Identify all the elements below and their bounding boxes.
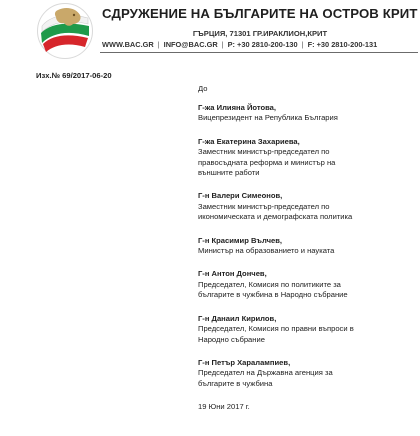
separator: |	[157, 40, 160, 49]
recipient	[198, 191, 408, 222]
recipient-position-line: Вицепрезидент на Република България	[198, 113, 338, 123]
letterhead-divider	[100, 52, 418, 53]
email-link[interactable]: INFO@BAC.GR	[163, 40, 218, 49]
organization-name: СДРУЖЕНИЕ НА БЪЛГАРИТЕ НА ОСТРОВ КРИТ	[102, 6, 418, 21]
recipient-position-line: Народно събрание	[198, 334, 265, 344]
recipient	[198, 358, 408, 389]
recipient	[198, 269, 408, 300]
recipient-position-line: външните работи	[198, 168, 260, 178]
recipient-position-line: икономическата и демографската политика	[198, 212, 353, 222]
recipient-position-line: Заместник министър-председател по	[198, 201, 330, 211]
recipient	[198, 236, 408, 257]
recipients-list	[198, 103, 408, 402]
recipient	[198, 103, 408, 124]
organization-address: ГЪРЦИЯ, 71301 ГР.ИРАКЛИОН,КРИТ	[192, 29, 328, 38]
recipient-position-line: Председател на Държавна агенция за	[198, 368, 333, 378]
letter-date: 19 Юни 2017 г.	[198, 402, 250, 411]
recipient-name: Г-жа Екатерина Захариева,	[198, 136, 300, 146]
recipient-position-line: Министър на образованието и науката	[198, 246, 335, 256]
reference-number: Изх.№ 69/2017-06-20	[36, 71, 112, 80]
recipient	[198, 314, 408, 345]
separator: |	[301, 40, 304, 49]
phone-number: P: +30 2810-200-130	[227, 40, 298, 49]
recipient-position-line: Заместник министър-председател по	[198, 147, 330, 157]
recipient-name: Г-жа Илияна Йотова,	[198, 103, 277, 112]
website-link[interactable]: WWW.BAC.GR	[102, 40, 154, 49]
recipient-name: Г-н Валери Симеонов,	[198, 191, 283, 201]
contact-line	[102, 40, 418, 49]
organization-logo	[36, 2, 94, 60]
recipient-name: Г-н Красимир Вълчев,	[198, 235, 283, 245]
recipient-name: Г-н Петър Харалампиев,	[198, 357, 291, 367]
recipient-position-line: правосъдната реформа и министър на	[198, 157, 336, 167]
to-label: До	[198, 84, 208, 93]
recipient-name: Г-н Антон Дончев,	[198, 269, 267, 279]
recipient-name: Г-н Данаил Кирилов,	[198, 313, 277, 323]
recipient	[198, 137, 408, 179]
recipient-position-line: Председател, Комисия по политиките за	[198, 279, 341, 289]
separator: |	[221, 40, 224, 49]
recipient-position-line: българите в чужбина	[198, 378, 273, 388]
fax-number: F: +30 2810-200-131	[307, 40, 378, 49]
recipient-position-line: българите в чужбина в Народно събрание	[198, 290, 348, 300]
recipient-position-line: Председател, Комисия по правни въпроси в	[198, 324, 354, 334]
